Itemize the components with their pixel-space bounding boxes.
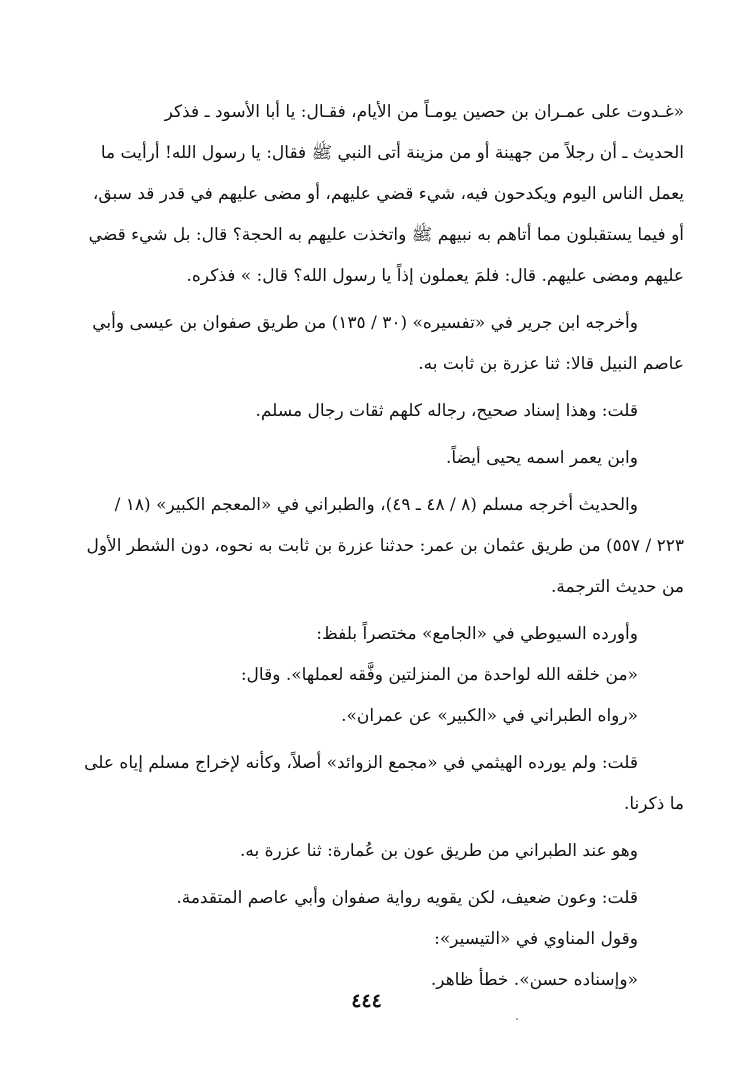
page-number: ٤٤٤ bbox=[351, 990, 382, 1012]
text-line: عاصم النبيل قالا: ثنا عزرة بن ثابت به. bbox=[418, 354, 684, 374]
text-line: «وإسناده حسن». خطأ ظاهر. bbox=[430, 970, 638, 990]
text-line: وهو عند الطبراني من طريق عون بن عُمارة: ثنا عزرة به. bbox=[239, 841, 638, 861]
text-line: «غـدوت على عمـران بن حصين يومـاً من الأيام، فقـال: يا أبا الأسود ـ فذكر bbox=[164, 102, 684, 122]
text-line: «رواه الطبراني في «الكبير» عن عمران». bbox=[341, 706, 638, 726]
text-line: وقول المناوي في «التيسير»: bbox=[434, 929, 638, 949]
text-line: قلت: ولم يورده الهيثمي في «مجمع الزوائد» أصلاً، وكأنه لإخراج مسلم إياه على bbox=[84, 753, 638, 773]
text-line: «من خلقه الله لواحدة من المنزلتين وفَّقه لعملها». وقال: bbox=[240, 665, 638, 685]
text-line: يعمل الناس اليوم ويكدحون فيه، شيء قضي عليهم، أو مضى عليهم في قدر قد سبق، bbox=[92, 184, 684, 204]
text-line: من حديث الترجمة. bbox=[551, 577, 684, 597]
page-body bbox=[44, 92, 684, 1001]
text-line: والحديث أخرجه مسلم (٨ / ٤٨ ـ ٤٩)، والطبراني في «المعجم الكبير» (١٨ / bbox=[114, 495, 638, 515]
text-line: الحديث ـ أن رجلاً من جهينة أو من مزينة أتى النبي ﷺ فقال: يا رسول الله! أرأيت ما bbox=[100, 143, 684, 163]
text-line: وأورده السيوطي في «الجامع» مختصراً بلفظ: bbox=[316, 624, 638, 644]
text-line: عليهم ومضى عليهم. قال: فلمَ يعملون إذاً يا رسول الله؟ قال: » فذكره. bbox=[186, 266, 684, 286]
text-line: ٢٢٣ / ٥٥٧) من طريق عثمان بن عمر: حدثنا عزرة بن ثابت به نحوه، دون الشطر الأول bbox=[86, 536, 684, 556]
scan-speck bbox=[516, 1018, 518, 1020]
text-line: أو فيما يستقبلون مما أتاهم به نبيهم ﷺ واتخذت عليهم به الحجة؟ قال: بل شيء قضي bbox=[88, 225, 684, 245]
text-line: قلت: وعون ضعيف، لكن يقويه رواية صفوان وأبي عاصم المتقدمة. bbox=[176, 888, 638, 908]
text-line: ما ذكرنا. bbox=[623, 794, 684, 814]
text-line: قلت: وهذا إسناد صحيح، رجاله كلهم ثقات رجال مسلم. bbox=[255, 401, 638, 421]
text-line: وأخرجه ابن جرير في «تفسيره» (٣٠ / ١٣٥) من طريق صفوان بن عيسى وأبي bbox=[92, 313, 638, 333]
text-line: وابن يعمر اسمه يحيى أيضاً. bbox=[445, 448, 638, 468]
